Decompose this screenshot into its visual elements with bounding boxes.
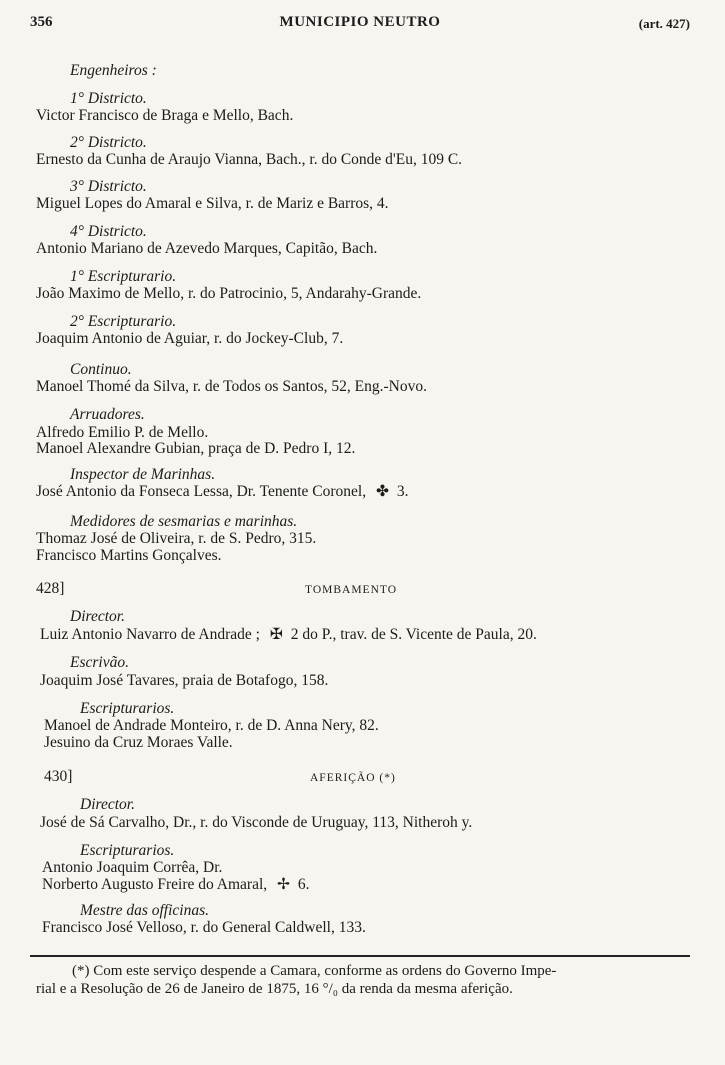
- entry-name-suffix: 6.: [297, 876, 310, 893]
- entry-subheading: 3° Districto.: [70, 178, 147, 195]
- entry-name-text: Luiz Antonio Navarro de Andrade ;: [40, 626, 260, 643]
- entry-name: Antonio Mariano de Azevedo Marques, Capitão, Bach.: [36, 240, 378, 257]
- entry-subheading: Escripturarios.: [80, 842, 175, 859]
- entry-name: Alfredo Emilio P. de Mello.: [36, 424, 209, 441]
- entry-name: Jesuino da Cruz Moraes Valle.: [44, 734, 233, 751]
- entry-name: Victor Francisco de Braga e Mello, Bach.: [36, 107, 294, 124]
- order-cross-icon: ✤: [375, 483, 389, 500]
- entry-name: Ernesto da Cunha de Araujo Vianna, Bach., r. do Conde d'Eu, 109 C.: [36, 151, 463, 168]
- section-number: 430]: [44, 768, 73, 785]
- entry-name: Manoel Thomé da Silva, r. de Todos os Santos, 52, Eng.-Novo.: [36, 378, 427, 395]
- entry-subheading: 1° Districto.: [70, 90, 147, 107]
- entry-heading: Engenheiros :: [70, 62, 157, 79]
- entry-name: João Maximo de Mello, r. do Patrocinio, 5, Andarahy-Grande.: [36, 285, 422, 302]
- entry-subheading: 4° Districto.: [70, 223, 147, 240]
- entry-name: Thomaz José de Oliveira, r. de S. Pedro, 315.: [36, 530, 317, 547]
- entry-subheading: Medidores de sesmarias e marinhas.: [70, 513, 298, 530]
- entry-name: Francisco José Velloso, r. do General Caldwell, 133.: [42, 919, 366, 936]
- entry-name: Joaquim Antonio de Aguiar, r. do Jockey-Club, 7.: [36, 330, 344, 347]
- entry-subheading: 2° Escripturario.: [70, 313, 177, 330]
- page-header: [30, 14, 690, 36]
- page-number: 356: [30, 14, 53, 30]
- article-reference: (art. 427): [638, 16, 690, 31]
- entry-name: Joaquim José Tavares, praia de Botafogo, 158.: [40, 672, 329, 689]
- footnote-divider: [30, 955, 690, 957]
- entry-name-suffix: 2 do P., trav. de S. Vicente de Paula, 20.: [290, 626, 537, 643]
- order-cross-icon: ✢: [277, 876, 291, 893]
- entry-name: Antonio Joaquim Corrêa, Dr.: [42, 859, 223, 876]
- entry-subheading: 2° Districto.: [70, 134, 147, 151]
- entry-name: José de Sá Carvalho, Dr., r. do Visconde de Uruguay, 113, Nitheroh y.: [40, 814, 473, 831]
- entry-name: Miguel Lopes do Amaral e Silva, r. de Mariz e Barros, 4.: [36, 195, 389, 212]
- section-number: 428]: [36, 580, 65, 597]
- entry-name: Manoel Alexandre Gubian, praça de D. Pedro I, 12.: [36, 440, 356, 457]
- section-title: TOMBAMENTO: [305, 584, 397, 596]
- entry-subheading: Escripturarios.: [80, 700, 175, 717]
- entry-name-suffix: 3.: [396, 483, 409, 500]
- footnote-line: (*) Com este serviço despende a Camara, conforme as ordens do Governo Impe-: [72, 963, 557, 979]
- entry-name: [40, 626, 537, 644]
- page-title: MUNICIPIO NEUTRO: [279, 14, 441, 30]
- entry-name: [36, 483, 408, 501]
- section-title: AFERIÇÃO (*): [310, 772, 396, 784]
- entry-name: Francisco Martins Gonçalves.: [36, 547, 222, 564]
- order-cross-icon: ✠: [269, 626, 283, 643]
- entry-subheading: Inspector de Marinhas.: [70, 466, 216, 483]
- entry-subheading: 1° Escripturario.: [70, 268, 177, 285]
- entry-name: [42, 876, 310, 894]
- entry-subheading: Escrivão.: [70, 654, 129, 671]
- footnote-line: rial e a Resolução de 26 de Janeiro de 1875, 16 °/₀ da renda da mesma aferição.: [36, 981, 513, 997]
- entry-subheading: Director.: [80, 796, 135, 813]
- entry-name-text: José Antonio da Fonseca Lessa, Dr. Tenente Coronel,: [36, 483, 367, 500]
- entry-name-text: Norberto Augusto Freire do Amaral,: [42, 876, 268, 893]
- entry-subheading: Arruadores.: [70, 406, 145, 423]
- entry-subheading: Mestre das officinas.: [80, 902, 210, 919]
- entry-subheading: Director.: [70, 608, 125, 625]
- entry-name: Manoel de Andrade Monteiro, r. de D. Anna Nery, 82.: [44, 717, 379, 734]
- footnote: [36, 962, 676, 998]
- entry-subheading: Continuo.: [70, 361, 132, 378]
